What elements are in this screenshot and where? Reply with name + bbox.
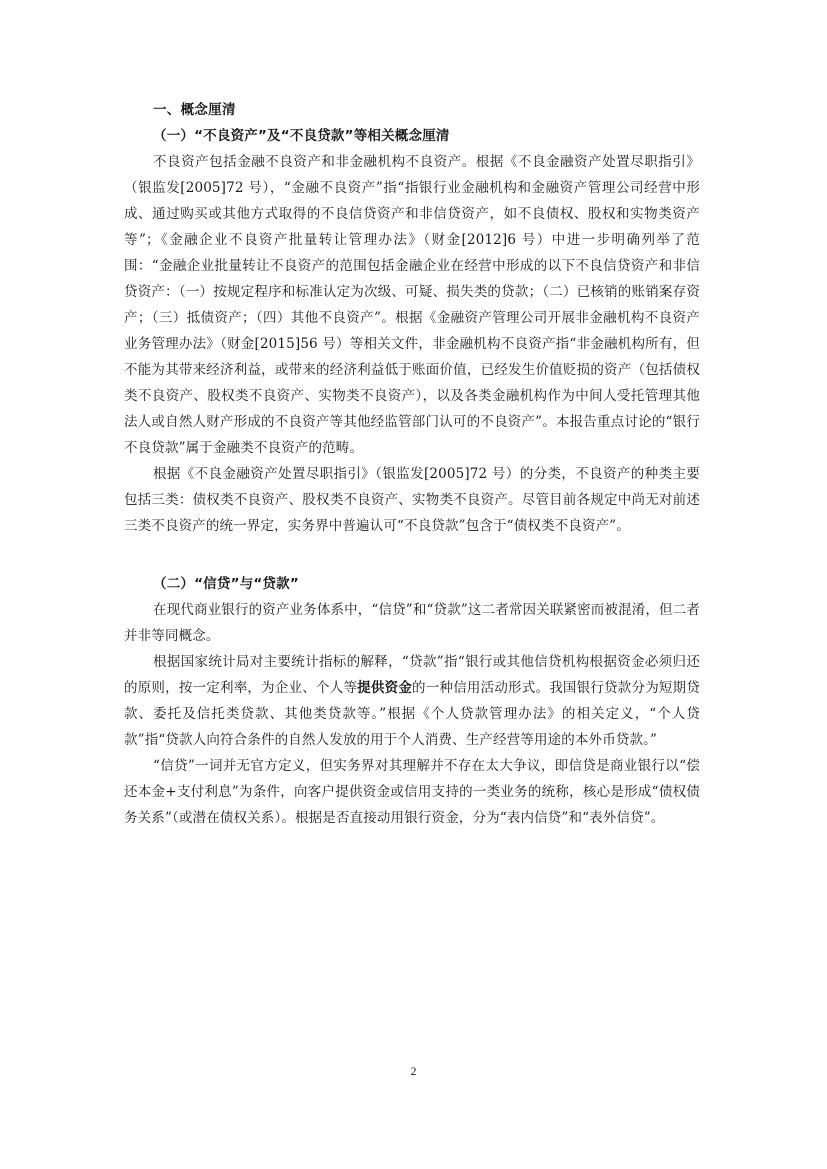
paragraph-nonperforming-assets-definition: 不良资产包括金融不良资产和非金融机构不良资产。根据《不良金融资产处置尽职指引》（银监发[2005]72 号），“金融不良资产”指“指银行业金融机构和金融资产管理公司经营中形成、通过购买或其他方式取得的不良信贷资产和非信贷资产，如不良债权、股权和实物类资产等”；《金融企业不良资产批量转让管理办法》（财金[2012]6 号）中进一步明确列举了范围：“金融企业批量转让不良资产的范围包括金融企业在经营中形成的以下不良信贷资产和非信贷资产：（一）按规定程序和标准认定为次级、可疑、损失类的贷款；（二）已核销的账销案存资产；（三）抵债资产；（四）其他不良资产”。根据《金融资产管理公司开展非金融机构不良资产业务管理办法》（财金[2015]56 号）等相关文件，非金融机构不良资产指“非金融机构所有，但不能为其带来经济利益，或带来的经济利益低于账面价值，已经发生价值贬损的资产（包括债权类不良资产、股权类不良资产、实物类不良资产），以及各类金融机构作为中间人受托管理其他法人或自然人财产形成的不良资产等其他经监管部门认可的不良资产”。本报告重点讨论的“银行不良贷款”属于金融类不良资产的范畴。 bbox=[124, 154, 700, 456]
document-body bbox=[124, 97, 700, 831]
subsection-heading-2: （二）“信贷”与“贷款” bbox=[153, 576, 299, 592]
paragraph-loan-definition bbox=[124, 649, 700, 753]
page-number: 2 bbox=[410, 1064, 417, 1078]
paragraph-credit-vs-loan-intro: 在现代商业银行的资产业务体系中，“信贷”和“贷款”这二者常因关联紧密而被混淆，但二者并非等同概念。 bbox=[124, 602, 700, 644]
section-heading: 一、概念厘清 bbox=[153, 102, 236, 118]
loan-definition-bold-phrase: 提供资金 bbox=[357, 680, 413, 696]
loan-definition-text-before: 根据国家统计局对主要统计指标的解释，“贷款”指“银行或其他信贷机构根据资金必须归还的原则，按一定利率，为企业、个人等 bbox=[124, 654, 700, 696]
section-spacer bbox=[124, 539, 700, 571]
paragraph-credit-definition: “信贷”一词并无官方定义，但实务界对其理解并不存在太大争议，即信贷是商业银行以“偿还本金+支付利息”为条件，向客户提供资金或信用支持的一类业务的统称，核心是形成“债权债务关系”（或潜在债权关系）。根据是否直接动用银行资金，分为“表内信贷”和“表外信贷”。 bbox=[124, 758, 700, 826]
paragraph-nonperforming-assets-types: 根据《不良金融资产处置尽职指引》（银监发[2005]72 号）的分类，不良资产的种类主要包括三类：债权类不良资产、股权类不良资产、实物类不良资产。尽管目前各规定中尚无对前述三类不良资产的统一界定，实务界中普遍认可“不良贷款”包含于“债权类不良资产”。 bbox=[124, 466, 700, 534]
subsection-heading-1: （一）“不良资产”及“不良贷款”等相关概念厘清 bbox=[153, 128, 450, 144]
loan-definition-text-after: 的一种信用活动形式。我国银行贷款分为短期贷款、委托及信托类贷款、其他类贷款等。”根据《个人贷款管理办法》的相关定义，“个人贷款”指“贷款人向符合条件的自然人发放的用于个人消费、生产经营等用途的本外币贷款。” bbox=[124, 680, 700, 748]
